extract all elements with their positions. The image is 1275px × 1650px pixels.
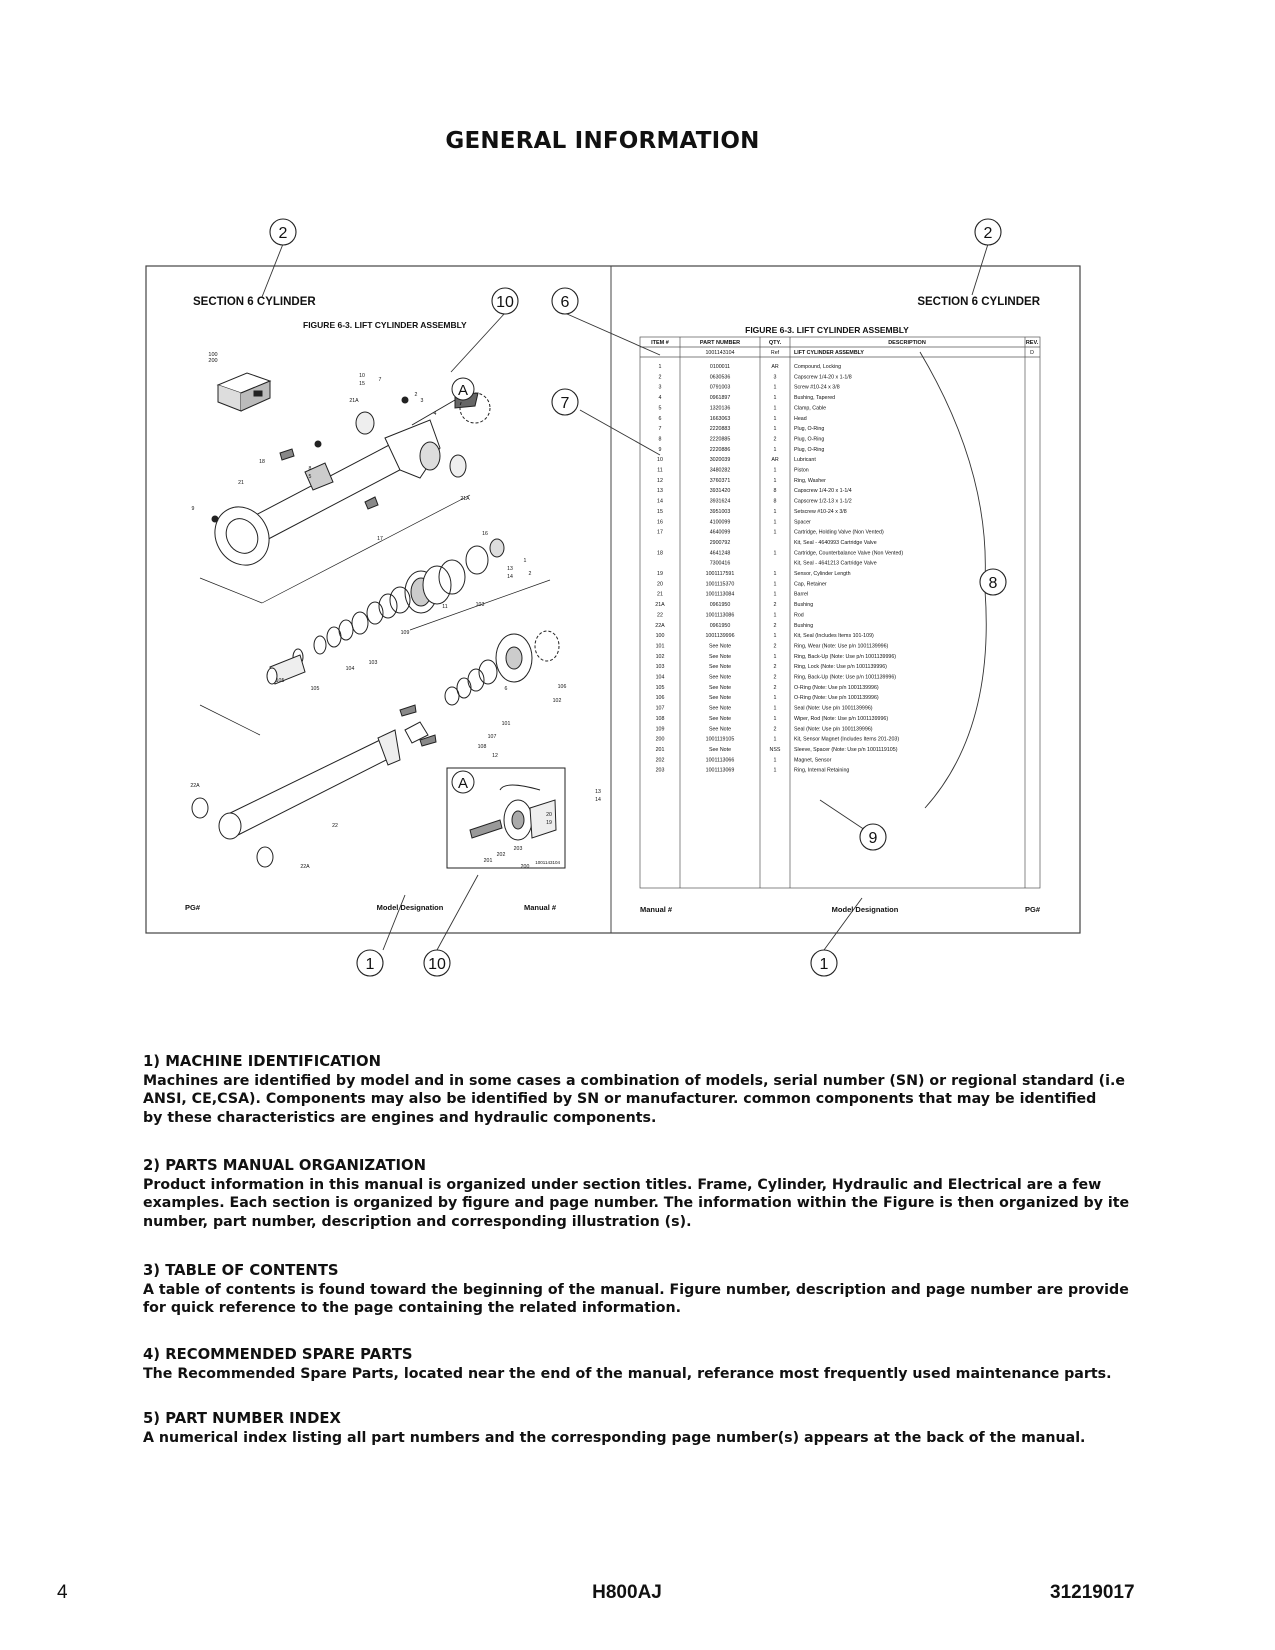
table-cell: 1 — [773, 384, 777, 391]
table-cell: See Note — [708, 695, 732, 702]
figure-frame — [146, 266, 1080, 933]
table-cell: 1001113066 — [705, 757, 735, 764]
section-text-line: examples. Each section is organized by figure and page number. The information within the Figure is then organized by ite — [143, 1195, 1130, 1211]
table-cell: 2 — [773, 664, 777, 671]
table-cell: Bushing, Tapered — [794, 395, 836, 402]
table-cell: See Note — [708, 684, 732, 691]
table-cell: Sensor, Cylinder Length — [794, 571, 851, 577]
table-header-cell: PART NUMBER — [699, 340, 741, 346]
table-cell: 1 — [773, 715, 777, 722]
table-cell: 1 — [773, 705, 777, 712]
table-cell: 22A — [655, 622, 665, 629]
table-cell: 1001119105 — [705, 736, 735, 743]
table-cell: 0961950 — [709, 602, 731, 609]
part-label: 200 — [520, 864, 530, 870]
table-cell: 8 — [773, 498, 777, 505]
table-cell: Kit, Seal - 4641213 Cartridge Valve — [794, 560, 877, 567]
table-cell: 1 — [773, 426, 777, 433]
part-label: 13 — [595, 789, 601, 795]
table-cell: 1 — [773, 446, 777, 453]
table-cell: 101 — [655, 643, 665, 650]
part-label: 108 — [477, 744, 487, 750]
part-label: 203 — [513, 846, 523, 852]
table-cell: 1001115370 — [705, 581, 735, 588]
table-cell: Ring, Internal Retaining — [794, 767, 850, 774]
part-label: 22A — [300, 864, 310, 870]
table-cell: 8 — [773, 488, 777, 495]
table-cell: 1 — [773, 612, 777, 619]
table-cell: 12 — [657, 477, 663, 484]
table-cell: 1 — [773, 467, 777, 474]
table-cell: Capscrew 1/4-20 x 1-1/4 — [794, 488, 852, 495]
table-cell: Seal (Note: Use p/n 1001139996) — [794, 705, 873, 712]
table-cell: 102 — [655, 653, 665, 660]
table-cell: 1 — [658, 364, 662, 370]
table-cell: 100 — [655, 633, 665, 640]
table-cell: 5 — [658, 405, 662, 412]
part-label: 22 — [332, 823, 338, 829]
part-label: 21 — [238, 480, 244, 486]
table-cell: 108 — [655, 715, 665, 722]
callout-number: 1 — [819, 956, 829, 973]
table-cell: See Note — [708, 715, 732, 722]
table-cell: 6 — [658, 415, 662, 422]
table-cell: See Note — [708, 746, 732, 753]
head-and-rings — [400, 631, 559, 746]
callout-number: 2 — [278, 225, 288, 242]
table-cell: 2900792 — [709, 539, 731, 546]
table-cell: 2 — [773, 674, 777, 681]
table-cell: 13 — [657, 488, 663, 495]
table-cell: 1001143104 — [705, 350, 735, 356]
table-cell: Sleeve, Spacer (Note: Use p/n 1001119105) — [794, 746, 898, 753]
table-cell: 10 — [657, 457, 663, 464]
callout-number: 2 — [983, 225, 993, 242]
table-cell: 1001117591 — [705, 571, 735, 577]
table-cell: 1 — [773, 757, 777, 764]
table-cell: Kit, Sensor Magnet (Includes Items 201-203) — [794, 736, 900, 743]
table-cell: 21A — [655, 602, 665, 609]
table-cell: See Note — [708, 674, 732, 681]
table-cell: 109 — [655, 726, 665, 733]
table-cell: 105 — [655, 684, 665, 691]
table-cell: 1 — [773, 581, 777, 588]
table-cell: 1 — [773, 405, 777, 412]
table-cell: 1 — [773, 529, 777, 536]
table-cell: Ref — [770, 350, 780, 356]
table-cell: 2220883 — [709, 426, 731, 433]
table-cell: 0961897 — [709, 395, 731, 402]
left-footer-model: Model Designation — [376, 903, 444, 912]
part-label: 19 — [546, 820, 552, 826]
part-label: 14 — [507, 574, 513, 580]
table-cell: Cartridge, Counterbalance Valve (Non Vented) — [794, 550, 904, 557]
table-cell: 22 — [657, 612, 663, 619]
table-cell: Lubricant — [794, 457, 816, 464]
part-label: 17 — [377, 536, 383, 542]
table-cell: 4641248 — [709, 550, 731, 557]
table-cell: 1 — [773, 695, 777, 702]
part-label: 12 — [492, 753, 498, 759]
section-text-line: for quick reference to the page containing the related information. — [143, 1300, 681, 1316]
table-cell: 2 — [658, 374, 662, 381]
table-cell: 1 — [773, 653, 777, 660]
part-label: 11 — [442, 604, 448, 610]
table-cell: Magnet, Sensor — [794, 757, 832, 764]
table-cell: 1 — [773, 477, 777, 484]
part-label: 3 — [420, 398, 424, 404]
table-cell: 1 — [773, 571, 777, 577]
callout-number: 8 — [988, 575, 998, 592]
table-cell: 21 — [657, 591, 663, 598]
table-cell: 1663063 — [709, 415, 731, 422]
table-header-cell: DESCRIPTION — [888, 340, 926, 346]
table-cell: 4 — [658, 395, 662, 402]
table-cell: 103 — [655, 664, 665, 671]
part-label: 9 — [191, 506, 195, 512]
section-heading: 3) TABLE OF CONTENTS — [143, 1262, 339, 1279]
table-cell: Capscrew 1/4-20 x 1-1/8 — [794, 374, 852, 381]
table-cell: 3020039 — [709, 457, 731, 464]
table-cell: 3 — [773, 374, 777, 381]
callout-number: 6 — [560, 294, 570, 311]
table-cell: 2 — [773, 602, 777, 609]
table-cell: See Note — [708, 726, 732, 733]
table-header-cell: ITEM # — [651, 340, 669, 346]
table-cell: Compound, Locking — [794, 364, 842, 370]
callout-number: 7 — [560, 395, 570, 412]
table-cell: O-Ring (Note: Use p/n 1001139996) — [794, 695, 879, 702]
part-label: 4 — [433, 411, 437, 417]
table-cell: 4640099 — [709, 529, 731, 536]
table-cell: Ring, Washer — [794, 477, 826, 484]
table-cell: 14 — [657, 498, 663, 505]
section-text-line: Machines are identified by model and in some cases a combination of models, serial number (SN) or regional standard (i.e — [143, 1072, 1126, 1089]
part-label: 2 — [528, 571, 532, 577]
info-section — [143, 1410, 1128, 1447]
table-cell: Cap, Retainer — [794, 581, 827, 588]
part-label: 7 — [378, 377, 382, 383]
table-cell: Head — [794, 415, 807, 422]
parts-table-header — [651, 340, 1038, 346]
table-cell: 0961950 — [709, 622, 731, 629]
table-cell: Kit, Seal - 4640993 Cartridge Valve — [794, 539, 877, 546]
table-cell: 19 — [657, 571, 663, 577]
table-cell: 201 — [655, 746, 665, 753]
table-cell: Screw #10-24 x 3/8 — [794, 384, 840, 391]
table-cell: 3480282 — [709, 467, 731, 474]
table-cell: 0100011 — [709, 364, 731, 370]
table-cell: Bushing — [794, 622, 814, 629]
table-cell: 3931624 — [709, 498, 731, 505]
table-cell: 3760371 — [709, 477, 731, 484]
table-cell: 18 — [657, 550, 663, 557]
left-section-title: SECTION 6 CYLINDER — [193, 296, 316, 308]
parts-table-frame — [640, 337, 1040, 888]
kit-number: 100 — [208, 352, 218, 358]
part-label: 20 — [546, 812, 552, 818]
table-cell: See Note — [708, 705, 732, 712]
table-cell: 1 — [773, 395, 777, 402]
table-cell: D — [1030, 350, 1034, 356]
table-cell: 2 — [773, 684, 777, 691]
table-cell: See Note — [708, 664, 732, 671]
kit-number: 200 — [208, 358, 218, 364]
section-text-line: by these characteristics are engines and hydraulic components. — [143, 1109, 657, 1126]
table-cell: Barrel — [794, 591, 809, 598]
piston-and-seals — [267, 539, 504, 684]
section-text-line: number, part number, description and corresponding illustration (s). — [143, 1213, 692, 1230]
part-label: 102 — [552, 698, 562, 704]
table-cell: Piston — [794, 467, 809, 474]
info-section — [143, 1262, 1128, 1318]
table-cell: 11 — [657, 467, 663, 474]
part-label: 106 — [557, 684, 567, 690]
table-header-cell: REV. — [1025, 340, 1039, 346]
table-cell: 3931420 — [709, 488, 731, 495]
table-cell: Capscrew 1/2-13 x 1-1/2 — [794, 498, 852, 505]
table-cell: Ring, Wear (Note: Use p/n 1001139996) — [794, 643, 889, 650]
table-cell: Wiper, Rod (Note: Use p/n 1001139996) — [794, 715, 889, 722]
table-cell: 104 — [655, 674, 665, 681]
table-cell: AR — [771, 364, 779, 370]
barrel-assembly — [204, 393, 478, 575]
table-cell: LIFT CYLINDER ASSEMBLY — [794, 350, 864, 356]
drawing-number: 1001143104 — [535, 860, 560, 865]
exploded-cylinder-drawing — [192, 373, 565, 868]
table-cell: Seal (Note: Use p/n 1001139996) — [794, 726, 873, 733]
rod-assembly — [192, 730, 400, 867]
table-cell: Clamp, Cable — [794, 405, 827, 412]
table-cell: Ring, Back-Up (Note: Use p/n 1001139996) — [794, 653, 897, 660]
table-cell: Kit, Seal (Includes Items 101-109) — [794, 633, 874, 640]
part-label: 5 — [308, 474, 312, 480]
table-cell: 203 — [655, 767, 665, 774]
callout-number: 10 — [496, 294, 514, 311]
right-figure-title: FIGURE 6-3. LIFT CYLINDER ASSEMBLY — [745, 325, 909, 335]
table-cell: 1001113084 — [705, 591, 735, 598]
table-cell: 202 — [655, 757, 665, 764]
table-cell: Plug, O-Ring — [794, 436, 825, 443]
table-cell: 1320136 — [709, 405, 731, 412]
left-footer-pg: PG# — [185, 903, 201, 912]
right-footer-model: Model Designation — [831, 905, 899, 914]
table-cell: Cartridge, Holding Valve (Non Vented) — [794, 529, 884, 536]
footer-manual-number: 31219017 — [1050, 1582, 1135, 1603]
table-cell: 4100099 — [709, 519, 731, 526]
part-label: 15 — [359, 381, 365, 387]
kit-box-icon — [218, 373, 270, 411]
part-label: 21A — [349, 398, 359, 404]
part-label: 10 — [359, 373, 365, 379]
part-label: 104 — [345, 666, 355, 672]
table-cell: 1 — [773, 519, 777, 526]
table-cell: See Note — [708, 643, 732, 650]
part-label: 18 — [259, 459, 265, 465]
table-cell: Ring, Back-Up (Note: Use p/n 1001139996) — [794, 674, 897, 681]
table-cell: 15 — [657, 508, 663, 515]
info-section — [143, 1157, 1128, 1231]
section-text-line: A table of contents is found toward the beginning of the manual. Figure number, description and page number are provide — [143, 1281, 1129, 1298]
left-figure-title: FIGURE 6-3. LIFT CYLINDER ASSEMBLY — [303, 320, 467, 330]
table-cell: 1 — [773, 550, 777, 557]
table-cell: 8 — [658, 436, 662, 443]
table-cell: NSS — [769, 746, 781, 753]
page-title: GENERAL INFORMATION — [445, 128, 760, 154]
section-text-line: The Recommended Spare Parts, located near the end of the manual, referance most frequently used maintenance parts. — [143, 1365, 1112, 1382]
section-heading: 1) MACHINE IDENTIFICATION — [143, 1053, 381, 1070]
part-label: 105 — [275, 678, 285, 684]
table-cell: 200 — [655, 736, 665, 743]
table-cell: 2220885 — [709, 436, 731, 443]
table-cell: AR — [771, 457, 779, 464]
info-section — [143, 1346, 1128, 1383]
table-cell: 2 — [773, 622, 777, 629]
info-section — [143, 1053, 1128, 1127]
callout-number: 10 — [428, 956, 446, 973]
table-cell: 1 — [773, 633, 777, 640]
section-heading: 5) PART NUMBER INDEX — [143, 1410, 341, 1427]
table-cell: Rod — [794, 612, 804, 619]
table-cell: 2 — [773, 436, 777, 443]
table-cell: Plug, O-Ring — [794, 446, 825, 453]
section-text-line: A numerical index listing all part numbers and the corresponding page number(s) appears at the back of the manual. — [143, 1429, 1086, 1446]
part-label: 14 — [595, 797, 601, 803]
part-label: 202 — [496, 852, 506, 858]
table-cell: O-Ring (Note: Use p/n 1001139996) — [794, 684, 879, 691]
part-label: 107 — [487, 734, 497, 740]
section-text-line: ANSI, CE,CSA). Components may also be identified by SN or manufacturer. common components that may be identified — [143, 1091, 1097, 1107]
table-cell: 0791003 — [709, 384, 731, 391]
callout-number: 1 — [365, 956, 375, 973]
right-footer-pg: PG# — [1024, 905, 1040, 914]
section-text-line: Product information in this manual is organized under section titles. Frame, Cylinder, Hydraulic and Electrical are a few — [143, 1176, 1102, 1193]
section-heading: 4) RECOMMENDED SPARE PARTS — [143, 1346, 413, 1363]
table-cell: 2 — [773, 726, 777, 733]
table-cell: 2 — [773, 643, 777, 650]
left-footer-manual: Manual # — [523, 903, 557, 912]
table-cell: 17 — [657, 529, 663, 536]
table-cell: 1 — [773, 508, 777, 515]
table-cell: 1 — [773, 415, 777, 422]
table-cell: 1001113086 — [705, 612, 735, 619]
table-cell: See Note — [708, 653, 732, 660]
callout-number: 9 — [868, 830, 878, 847]
part-label: 2 — [414, 392, 418, 398]
table-cell: 1001139996 — [705, 633, 735, 640]
table-cell: 3951003 — [709, 508, 731, 515]
table-cell: 106 — [655, 695, 665, 702]
table-cell: 20 — [657, 581, 663, 588]
part-label: 105 — [310, 686, 320, 692]
table-cell: 16 — [657, 519, 663, 526]
table-cell: 107 — [655, 705, 665, 712]
table-cell: 7300416 — [709, 560, 731, 567]
table-cell: 0630536 — [709, 374, 731, 381]
table-cell: 9 — [658, 446, 662, 453]
svg-text:A: A — [457, 775, 469, 792]
table-cell: 2220886 — [709, 446, 731, 453]
table-cell: Spacer — [794, 519, 811, 526]
part-label: 22A — [190, 783, 200, 789]
footer-page-number: 4 — [57, 1582, 68, 1603]
table-header-cell: QTY. — [768, 340, 782, 346]
table-cell: Plug, O-Ring — [794, 426, 825, 433]
part-label: 1 — [523, 558, 527, 564]
part-label: 103 — [368, 660, 378, 666]
part-label: 8 — [308, 466, 312, 472]
table-cell: 1 — [773, 767, 777, 774]
part-label: 101 — [501, 721, 511, 727]
table-cell: 3 — [658, 384, 662, 391]
parts-table-body — [655, 350, 1034, 774]
section-heading: 2) PARTS MANUAL ORGANIZATION — [143, 1157, 426, 1174]
table-cell: Setscrew #10-24 x 3/8 — [794, 508, 847, 515]
part-label: 201 — [483, 858, 493, 864]
part-label: 6 — [504, 686, 508, 692]
part-label: 109 — [400, 630, 410, 636]
part-label: 21A — [460, 496, 470, 502]
table-cell: 1001113069 — [705, 767, 735, 774]
table-cell: 7 — [658, 426, 662, 433]
right-footer-manual: Manual # — [640, 905, 673, 914]
table-cell: 1 — [773, 591, 777, 598]
right-section-title: SECTION 6 CYLINDER — [917, 296, 1040, 308]
table-cell: Bushing — [794, 602, 814, 609]
part-label: 16 — [482, 531, 488, 537]
part-label: 13 — [507, 566, 513, 572]
svg-text:A: A — [457, 382, 469, 399]
part-label: 103 — [475, 602, 485, 608]
table-cell: Ring, Lock (Note: Use p/n 1001139996) — [794, 664, 887, 671]
table-cell: 1 — [773, 736, 777, 743]
